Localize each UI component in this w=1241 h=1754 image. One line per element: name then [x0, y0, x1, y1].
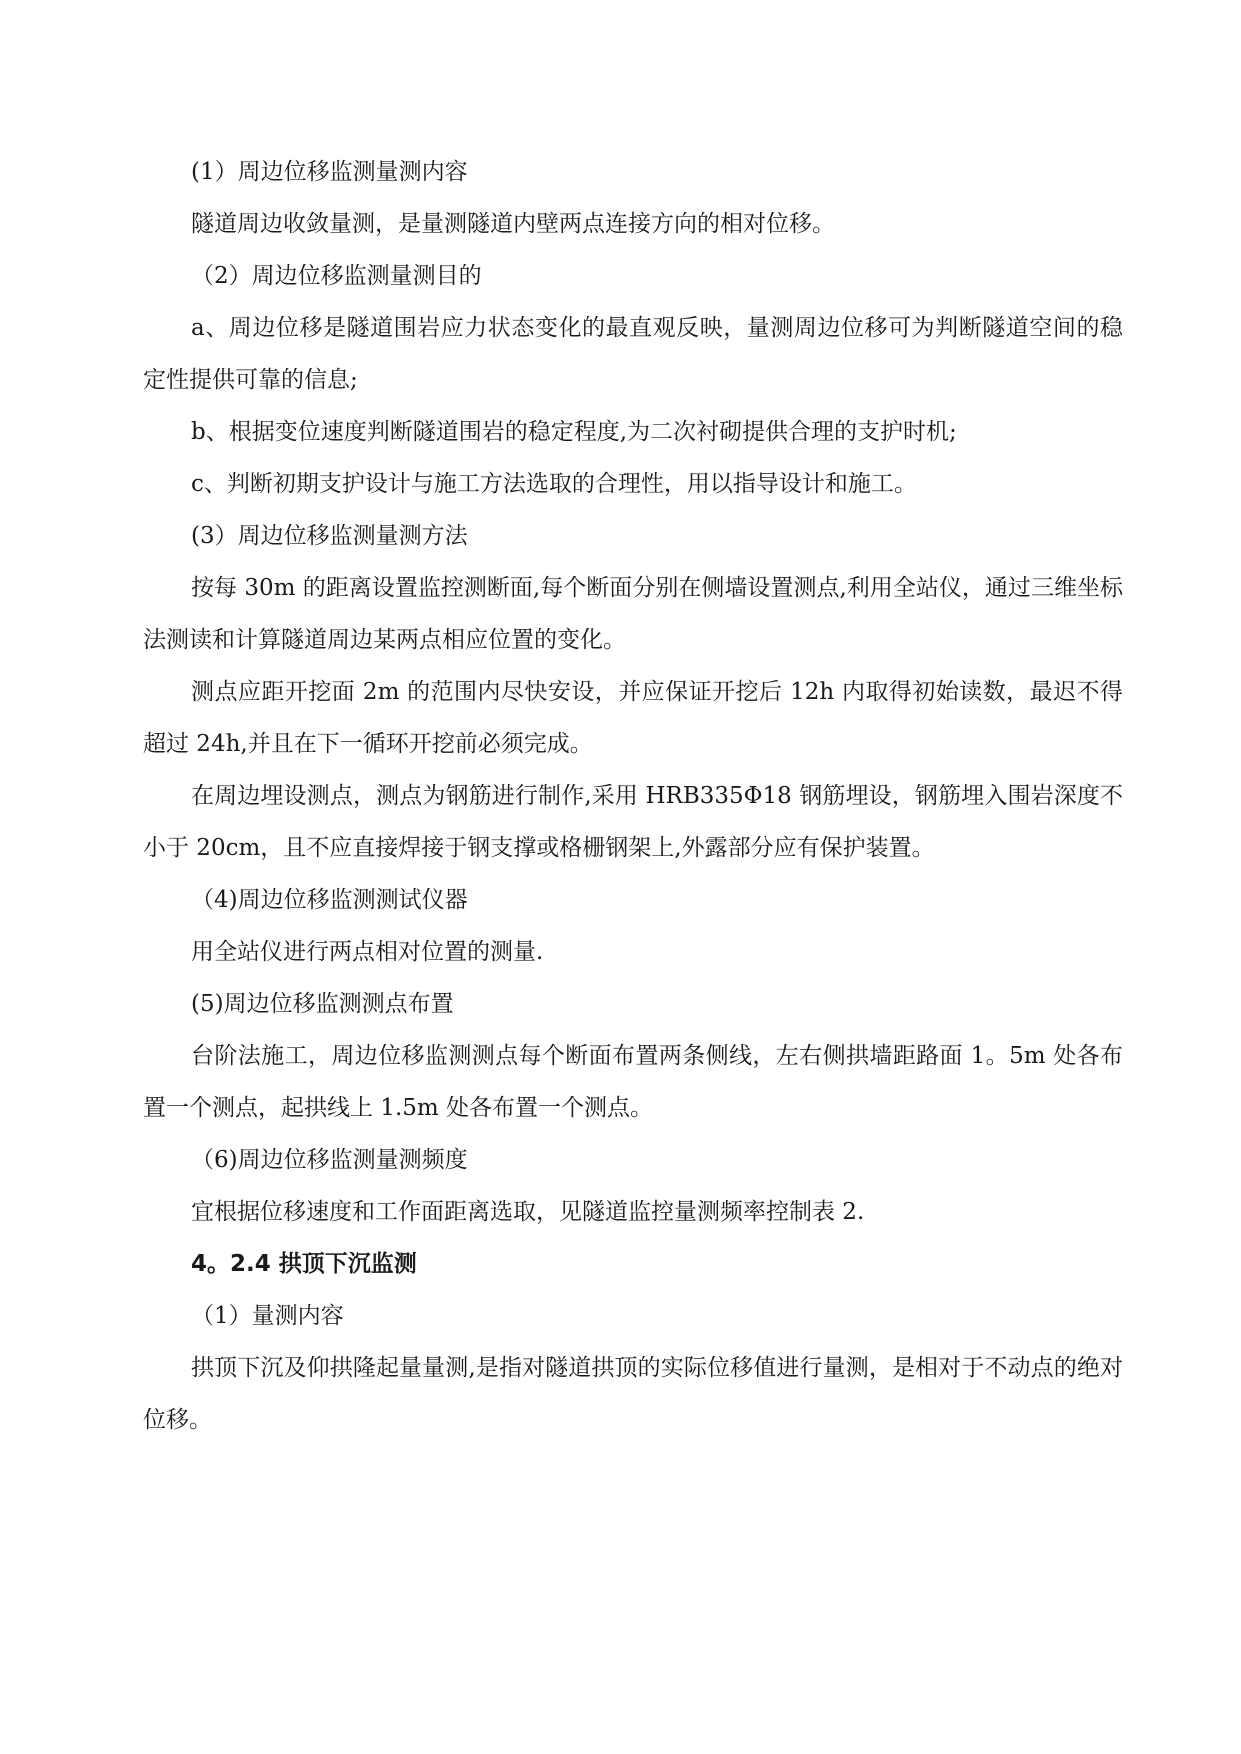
paragraph: b、根据变位速度判断隧道围岩的稳定程度,为二次衬砌提供合理的支护时机;	[191, 419, 957, 445]
section-heading-2: （2）周边位移监测量测目的	[191, 263, 482, 289]
section-heading-4: （4)周边位移监测测试仪器	[191, 887, 468, 913]
section-heading-5: (5)周边位移监测测点布置	[191, 991, 454, 1017]
paragraph: 按每 30m 的距离设置监控测断面,每个断面分别在侧墙设置测点,利用全站仪，通过三维坐标法测读和计算隧道周边某两点相应位置的变化。	[143, 575, 1123, 653]
section-title-4-2-4: 4。2.4 拱顶下沉监测	[191, 1251, 417, 1277]
section-heading-3: (3）周边位移监测量测方法	[191, 523, 468, 549]
paragraph: c、判断初期支护设计与施工方法选取的合理性，用以指导设计和施工。	[191, 471, 917, 497]
paragraph: 拱顶下沉及仰拱隆起量量测,是指对隧道拱顶的实际位移值进行量测，是相对于不动点的绝对位移。	[143, 1355, 1123, 1433]
paragraph: a、周边位移是隧道围岩应力状态变化的最直观反映，量测周边位移可为判断隧道空间的稳定性提供可靠的信息;	[143, 315, 1123, 393]
section-heading-1: (1）周边位移监测量测内容	[191, 159, 468, 185]
paragraph: 在周边埋设测点，测点为钢筋进行制作,采用 HRB335Φ18 钢筋埋设，钢筋埋入围岩深度不小于 20cm，且不应直接焊接于钢支撑或格栅钢架上,外露部分应有保护装置。	[143, 783, 1123, 861]
paragraph: 台阶法施工，周边位移监测测点每个断面布置两条侧线，左右侧拱墙距路面 1。5m 处各布置一个测点，起拱线上 1.5m 处各布置一个测点。	[143, 1043, 1123, 1121]
paragraph: 宜根据位移速度和工作面距离选取，见隧道监控量测频率控制表 2.	[191, 1199, 865, 1225]
paragraph: 用全站仪进行两点相对位置的测量.	[191, 939, 544, 965]
section-heading-6: （6)周边位移监测量测频度	[191, 1147, 468, 1173]
paragraph: 测点应距开挖面 2m 的范围内尽快安设，并应保证开挖后 12h 内取得初始读数，最迟不得超过 24h,并且在下一循环开挖前必须完成。	[143, 679, 1123, 757]
paragraph: 隧道周边收敛量测，是量测隧道内壁两点连接方向的相对位移。	[191, 211, 835, 237]
subsection-heading: （1）量测内容	[191, 1303, 344, 1329]
